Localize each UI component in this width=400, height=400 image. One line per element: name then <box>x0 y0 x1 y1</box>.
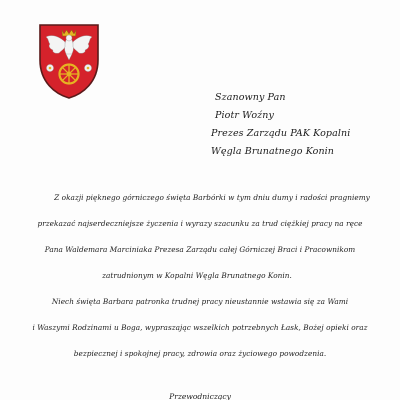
address-company: Węgla Brunatnego Konin <box>211 146 335 157</box>
body-line-5: Niech święta Barbara patronka trudnej pracy nieustannie wstawia się za Wami <box>51 297 349 306</box>
address-title: Prezes Zarządu PAK Kopalni <box>211 128 351 139</box>
body-line-1: Z okazji pięknego górniczego święta Barbórki w tym dniu dumy i radości pragniemy <box>54 193 370 202</box>
body-line-2: przekazać najserdeczniejsze życzenia i wyrazy szacunku za trud ciężkiej pracy na ręce <box>37 219 363 228</box>
signature-title: Przewodniczący <box>169 392 231 400</box>
body-line-6: i Waszymi Rodzinami u Boga, wypraszając wszelkich potrzebnych Łask, Bożej opieki oraz <box>32 323 368 332</box>
recipient-address <box>0 0 400 160</box>
body-line-7: bezpiecznej i spokojnej pracy, zdrowia oraz życiowego powodzenia. <box>73 349 327 358</box>
address-name: Piotr Woźny <box>215 110 274 121</box>
address-salutation: Szanowny Pan <box>215 92 286 103</box>
body-line-4: zatrudnionym w Kopalni Węgla Brunatnego Konin. <box>102 271 292 280</box>
body-line-3: Pana Waldemara Marciniaka Prezesa Zarządu całej Górniczej Braci i Pracownikom <box>44 245 356 254</box>
